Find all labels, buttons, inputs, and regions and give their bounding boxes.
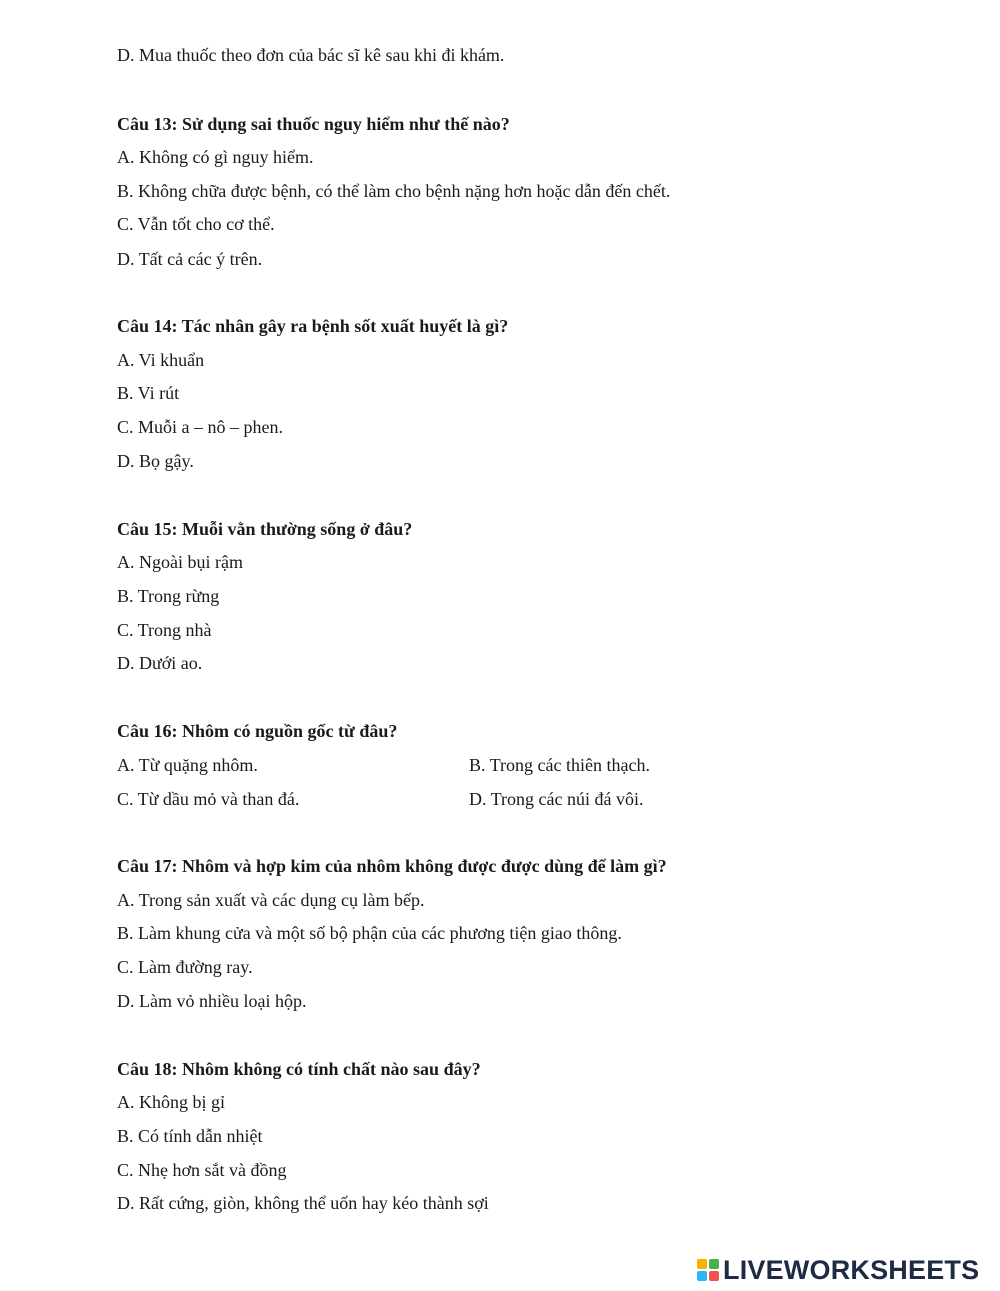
- answer-17-a: A. Trong sản xuất và các dụng cụ làm bếp.: [117, 890, 425, 910]
- logo-text: LIVEWORKSHEETS: [723, 1254, 980, 1285]
- answer-15-a: A. Ngoài bụi rậm: [117, 552, 243, 572]
- answer-17-b: B. Làm khung cửa và một số bộ phận của các phương tiện giao thông.: [117, 923, 622, 943]
- question-17: Câu 17: Nhôm và hợp kim của nhôm không được được dùng để làm gì?: [117, 856, 667, 876]
- answer-18-b: B. Có tính dẫn nhiệt: [117, 1126, 263, 1146]
- answer-16-b: B. Trong các thiên thạch.: [469, 755, 650, 775]
- logo-square-blue: [697, 1271, 707, 1281]
- logo-square-yellow: [697, 1259, 707, 1269]
- answer-13-a: A. Không có gì nguy hiểm.: [117, 147, 314, 167]
- answer-14-c: C. Muỗi a – nô – phen.: [117, 417, 283, 437]
- answer-18-a: A. Không bị gỉ: [117, 1092, 225, 1112]
- liveworksheets-logo[interactable]: [697, 1255, 979, 1285]
- answer-18-d: D. Rất cứng, giòn, không thể uốn hay kéo thành sợi: [117, 1193, 489, 1213]
- answer-16-a: A. Từ quặng nhôm.: [117, 755, 258, 775]
- answer-14-b: B. Vi rút: [117, 383, 180, 403]
- answer-16-c: C. Từ dầu mỏ và than đá.: [117, 789, 300, 809]
- answer-14-d: D. Bọ gậy.: [117, 451, 194, 471]
- answer-18-c: C. Nhẹ hơn sắt và đồng: [117, 1160, 287, 1180]
- question-18: Câu 18: Nhôm không có tính chất nào sau đây?: [117, 1059, 481, 1079]
- answer-17-d: D. Làm vỏ nhiều loại hộp.: [117, 991, 307, 1011]
- question-15: Câu 15: Muỗi vằn thường sống ở đâu?: [117, 519, 413, 539]
- answer-13-d: D. Tất cả các ý trên.: [117, 249, 263, 269]
- question-14: Câu 14: Tác nhân gây ra bệnh sốt xuất huyết là gì?: [117, 316, 509, 336]
- answer-15-c: C. Trong nhà: [117, 620, 212, 640]
- question-13: Câu 13: Sử dụng sai thuốc nguy hiểm như thế nào?: [117, 114, 510, 134]
- liveworksheets-logo-mark-icon: [697, 1259, 719, 1281]
- answer-15-b: B. Trong rừng: [117, 586, 220, 606]
- answer-16-d: D. Trong các núi đá vôi.: [469, 789, 644, 809]
- answer-13-b: B. Không chữa được bệnh, có thể làm cho bệnh nặng hơn hoặc dẫn đến chết.: [117, 181, 671, 201]
- question-16: Câu 16: Nhôm có nguồn gốc từ đâu?: [117, 721, 398, 741]
- answer-17-c: C. Làm đường ray.: [117, 957, 253, 977]
- logo-square-green: [709, 1259, 719, 1269]
- answer-13-c: C. Vẫn tốt cho cơ thể.: [117, 214, 275, 234]
- answer-14-a: A. Vi khuẩn: [117, 350, 205, 370]
- logo-square-red: [709, 1271, 719, 1281]
- previous-answer-d: D. Mua thuốc theo đơn của bác sĩ kê sau khi đi khám.: [117, 45, 505, 65]
- answer-15-d: D. Dưới ao.: [117, 653, 203, 673]
